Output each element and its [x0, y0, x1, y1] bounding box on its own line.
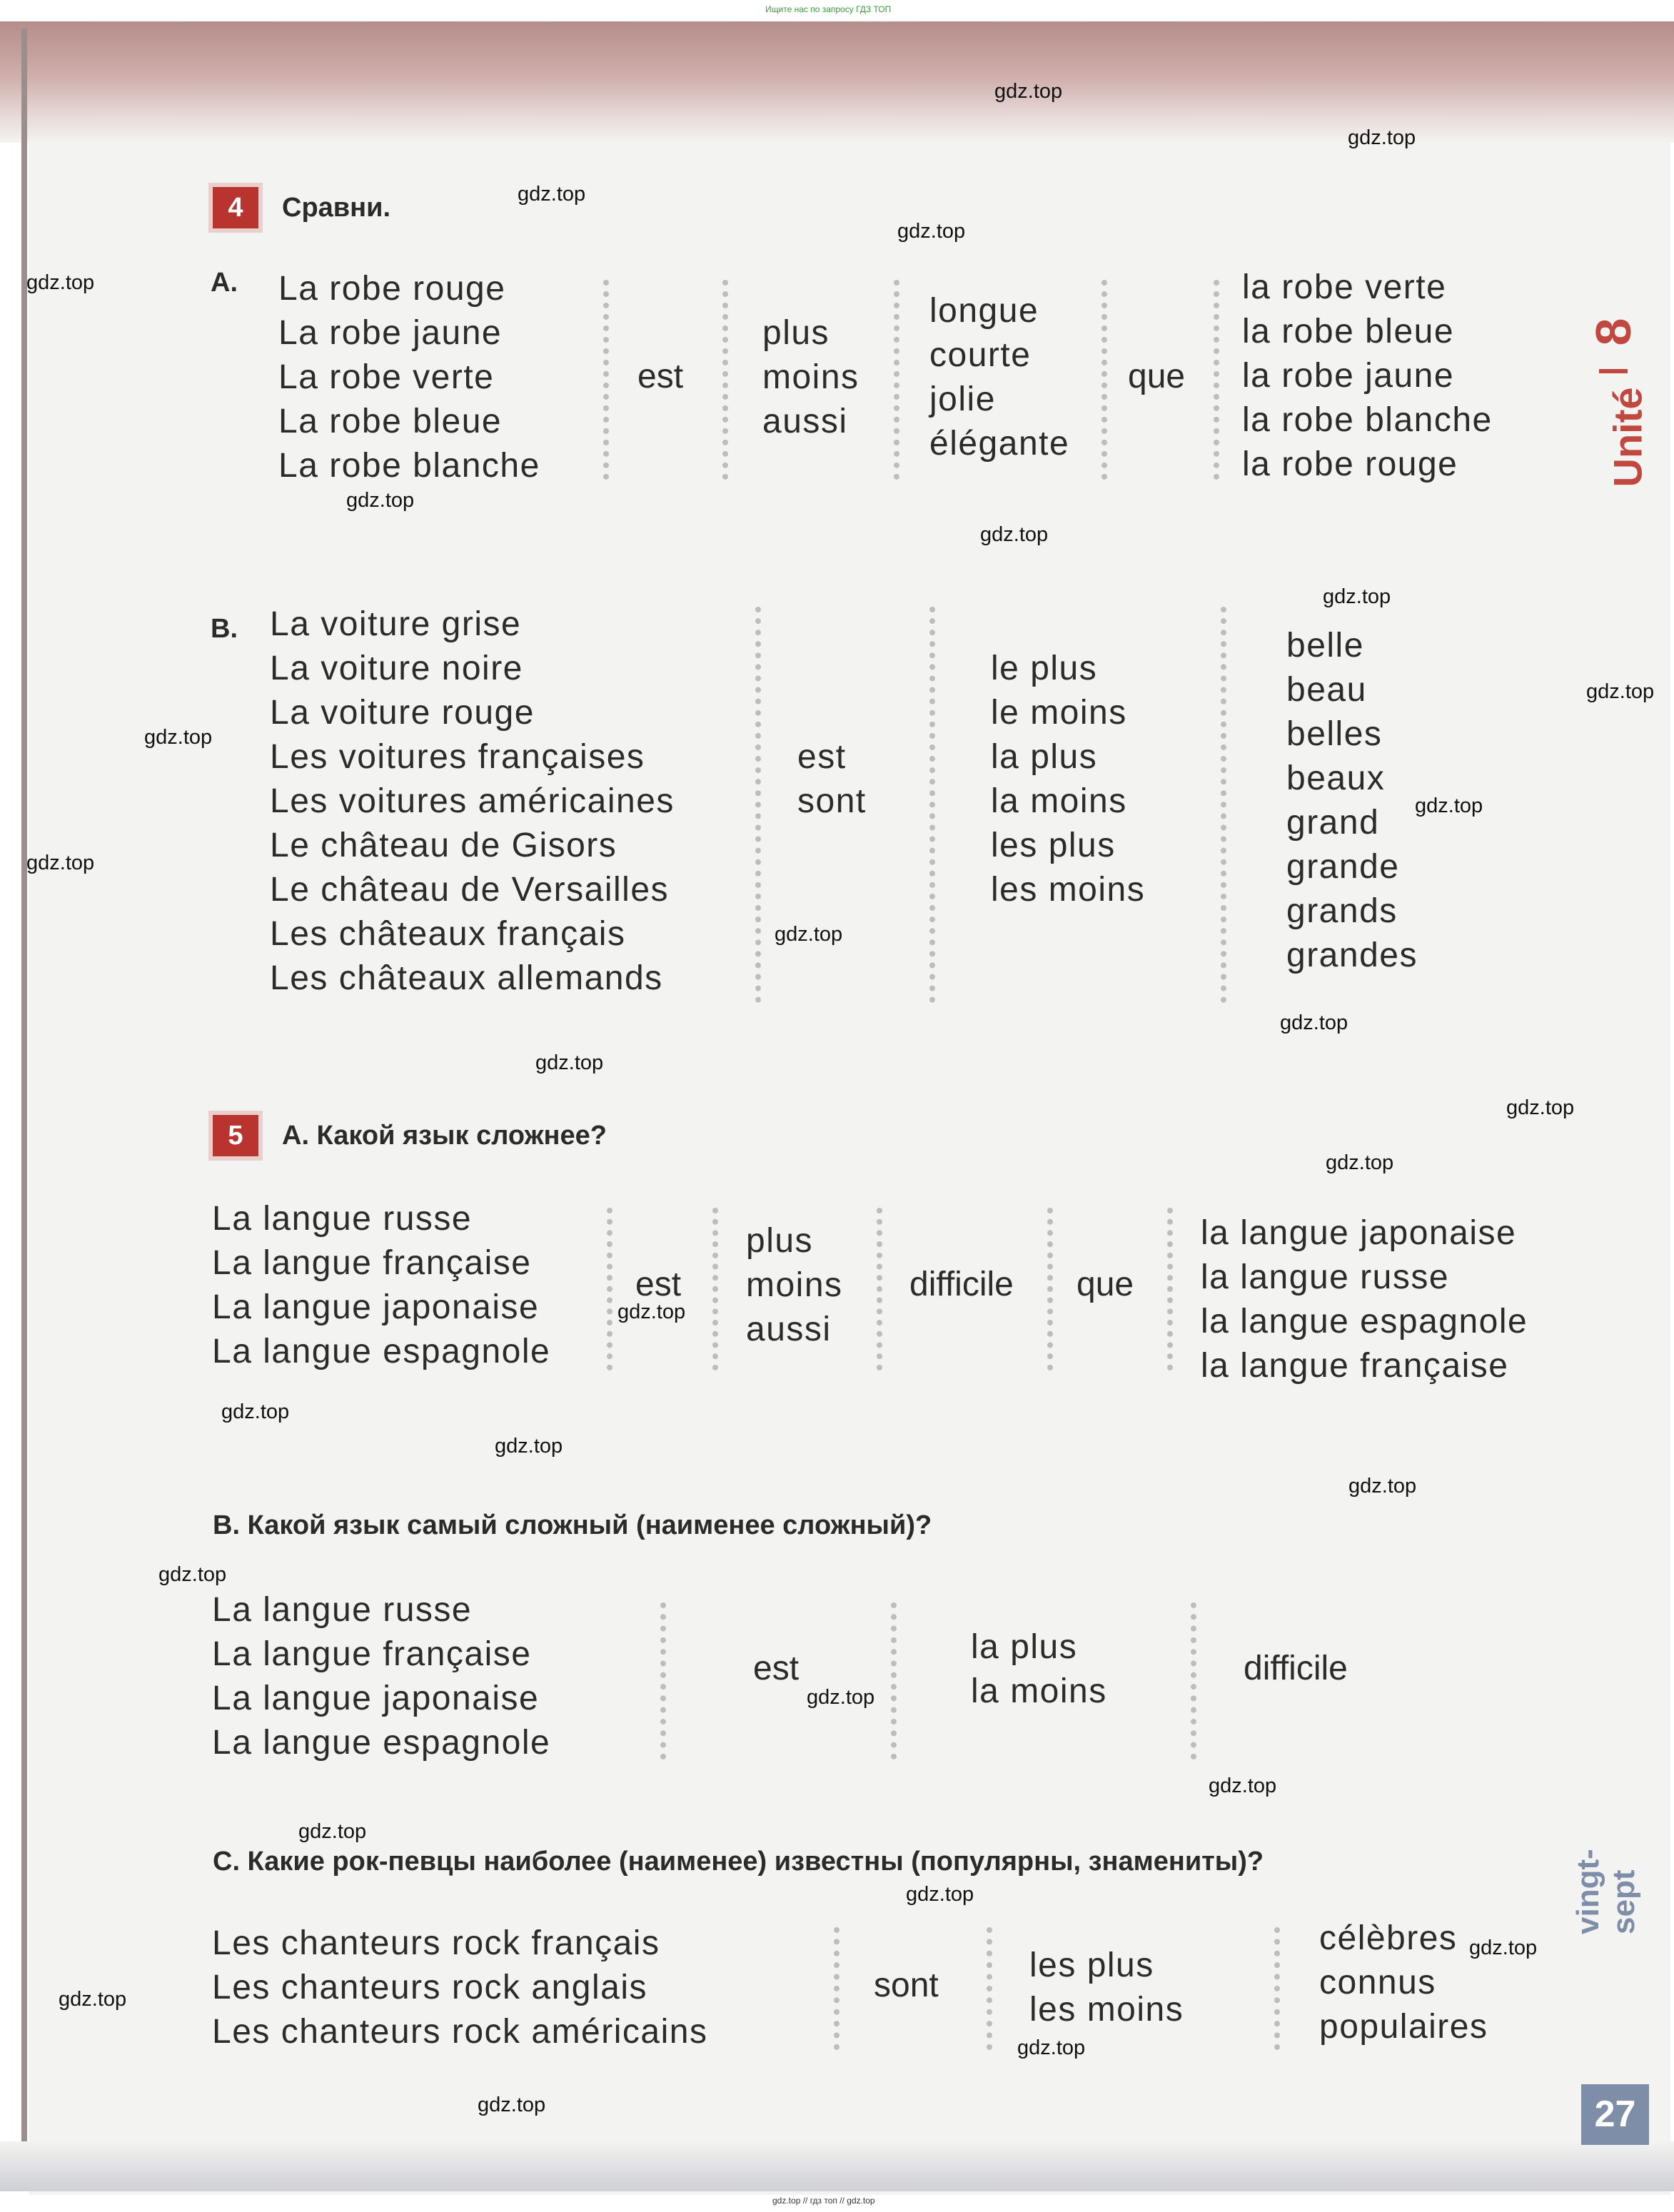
- watermark: gdz.top: [617, 1301, 686, 1323]
- watermark: gdz.top: [1469, 1936, 1538, 1959]
- list-item: La robe bleue: [278, 403, 503, 440]
- section-5a-adjective: difficile: [909, 1266, 1014, 1303]
- list-item: jolie: [929, 380, 996, 418]
- column-divider: [603, 280, 609, 480]
- section-5b-verb: est: [753, 1650, 800, 1687]
- section-4a-que: que: [1128, 358, 1186, 395]
- section-5b-subjects: [212, 1588, 550, 1765]
- list-item: Les chanteurs rock français: [212, 1924, 660, 1962]
- list-item: la langue japonaise: [1201, 1214, 1517, 1252]
- list-item: la moins: [991, 782, 1127, 820]
- list-item: La robe jaune: [278, 314, 503, 352]
- list-item: Les chanteurs rock américains: [212, 2013, 708, 2051]
- list-item: La langue espagnole: [212, 1333, 551, 1370]
- watermark: gdz.top: [495, 1435, 563, 1458]
- column-divider: [891, 1602, 897, 1759]
- watermark: gdz.top: [897, 220, 966, 243]
- list-item: moins: [762, 358, 859, 396]
- column-divider: [722, 280, 728, 480]
- list-item: le moins: [991, 694, 1127, 732]
- list-item: La voiture grise: [270, 605, 522, 643]
- list-item: Le château de Gisors: [270, 827, 617, 864]
- list-item: La voiture rouge: [270, 694, 535, 732]
- watermark: gdz.top: [1586, 680, 1655, 703]
- list-item: plus: [746, 1222, 814, 1260]
- list-item: La robe rouge: [278, 270, 506, 308]
- section-5a-que: que: [1076, 1266, 1134, 1303]
- column-divider: [1274, 1927, 1280, 2050]
- list-item: la langue espagnole: [1201, 1303, 1528, 1340]
- list-item: la plus: [991, 738, 1098, 776]
- exercise-4-badge: 4: [213, 187, 258, 228]
- section-5a-verb: est: [635, 1266, 682, 1303]
- list-item: grands: [1286, 892, 1398, 930]
- section-4b-degrees: [991, 647, 1145, 912]
- watermark: gdz.top: [980, 523, 1049, 546]
- page-binding-edge: [21, 29, 27, 2184]
- list-item: La langue française: [212, 1635, 532, 1673]
- top-search-note: Ищите нас по запросу ГДЗ ТОП: [765, 4, 892, 14]
- watermark: gdz.top: [59, 1988, 127, 2011]
- page-number-word: vingt-sept: [1570, 1849, 1641, 1934]
- section-4b-adjectives: [1286, 624, 1418, 978]
- list-item: Les voitures américaines: [270, 782, 675, 820]
- list-item: Le château de Versailles: [270, 871, 670, 909]
- section-5b-degrees: [971, 1625, 1107, 1714]
- watermark: gdz.top: [1209, 1774, 1277, 1797]
- column-divider: [1214, 280, 1219, 480]
- unit-marker: [1585, 303, 1650, 510]
- list-item: la robe verte: [1242, 268, 1447, 306]
- list-item: aussi: [762, 403, 848, 440]
- list-item: belle: [1286, 627, 1364, 665]
- list-item: La robe verte: [278, 358, 495, 396]
- watermark: gdz.top: [994, 80, 1063, 103]
- list-item: les plus: [991, 827, 1116, 864]
- list-item: la plus: [971, 1628, 1078, 1666]
- watermark: gdz.top: [1017, 2036, 1086, 2059]
- column-divider: [1221, 607, 1226, 1003]
- list-item: beau: [1286, 671, 1367, 709]
- watermark: gdz.top: [807, 1686, 875, 1709]
- unit-number: 8: [1585, 318, 1641, 346]
- list-item: courte: [929, 336, 1032, 374]
- column-divider: [1047, 1208, 1053, 1370]
- section-4a-verb: est: [637, 358, 684, 395]
- watermark: gdz.top: [1348, 1475, 1417, 1498]
- watermark: gdz.top: [26, 271, 95, 294]
- list-item: est: [797, 738, 847, 776]
- watermark: gdz.top: [1506, 1096, 1575, 1119]
- list-item: les plus: [1029, 1946, 1154, 1984]
- section-4b-label: B.: [211, 614, 238, 644]
- list-item: la langue française: [1201, 1347, 1509, 1385]
- section-4a-label: A.: [211, 268, 238, 298]
- section-5a-degrees: [746, 1219, 843, 1352]
- column-divider: [877, 1208, 882, 1370]
- column-divider: [607, 1208, 612, 1370]
- section-4b-subjects: [270, 602, 675, 1001]
- column-divider: [755, 607, 761, 1003]
- column-divider: [834, 1927, 839, 2050]
- watermark: gdz.top: [906, 1883, 974, 1906]
- list-item: La robe blanche: [278, 447, 540, 485]
- list-item: belles: [1286, 715, 1383, 753]
- list-item: grandes: [1286, 936, 1418, 974]
- list-item: populaires: [1319, 2008, 1488, 2046]
- column-divider: [660, 1602, 666, 1759]
- list-item: grand: [1286, 804, 1380, 842]
- list-item: célèbres: [1319, 1919, 1458, 1957]
- list-item: longue: [929, 292, 1039, 330]
- section-4b-verbs: [797, 735, 867, 824]
- list-item: la langue russe: [1201, 1258, 1450, 1296]
- list-item: La langue française: [212, 1244, 532, 1282]
- exercise-5-badge: 5: [213, 1115, 258, 1156]
- section-5b-adjective: difficile: [1244, 1650, 1348, 1687]
- column-divider: [894, 280, 899, 480]
- watermark: gdz.top: [346, 489, 415, 512]
- section-5a-subjects: [212, 1197, 550, 1374]
- list-item: Les chanteurs rock anglais: [212, 1969, 647, 2006]
- watermark: gdz.top: [1280, 1011, 1348, 1034]
- watermark: gdz.top: [26, 852, 95, 874]
- watermark: gdz.top: [478, 2094, 546, 2116]
- watermark: gdz.top: [144, 726, 213, 749]
- unit-divider: [1599, 369, 1628, 373]
- list-item: Les voitures françaises: [270, 738, 645, 776]
- column-divider: [929, 607, 935, 1003]
- section-4a-subjects: [278, 267, 540, 488]
- exercise-4-title: Сравни.: [282, 193, 391, 223]
- list-item: la robe jaune: [1242, 357, 1455, 395]
- list-item: les moins: [991, 871, 1146, 909]
- watermark: gdz.top: [535, 1051, 604, 1074]
- list-item: la robe bleue: [1242, 313, 1455, 350]
- list-item: La langue japonaise: [212, 1288, 540, 1326]
- column-divider: [987, 1927, 992, 2050]
- watermark: gdz.top: [221, 1400, 290, 1423]
- watermark: gdz.top: [298, 1820, 367, 1843]
- list-item: la robe rouge: [1242, 445, 1458, 483]
- watermark: gdz.top: [1323, 585, 1391, 608]
- watermark: gdz.top: [775, 923, 843, 946]
- section-4a-objects: [1242, 266, 1493, 487]
- list-item: moins: [746, 1266, 843, 1304]
- watermark: gdz.top: [518, 183, 586, 206]
- list-item: Les châteaux français: [270, 915, 626, 953]
- list-item: grande: [1286, 848, 1400, 886]
- watermark: gdz.top: [1348, 126, 1416, 149]
- unit-label: Unité: [1605, 387, 1650, 488]
- list-item: le plus: [991, 650, 1098, 687]
- column-divider: [712, 1208, 718, 1370]
- list-item: aussi: [746, 1310, 832, 1348]
- column-divider: [1101, 280, 1107, 480]
- list-item: La langue russe: [212, 1200, 473, 1238]
- list-item: la moins: [971, 1672, 1107, 1710]
- list-item: La langue espagnole: [212, 1724, 551, 1762]
- section-5c-title: C. Какие рок-певцы наиболее (наименее) известны (популярны, знамениты)?: [213, 1847, 1264, 1877]
- list-item: les moins: [1029, 1991, 1184, 2029]
- top-decorative-band: [0, 21, 1674, 143]
- list-item: La voiture noire: [270, 650, 523, 687]
- list-item: sont: [797, 782, 867, 820]
- column-divider: [1191, 1602, 1196, 1759]
- section-5b-title: B. Какой язык самый сложный (наименее сложный)?: [213, 1510, 932, 1540]
- section-5c-degrees: [1029, 1944, 1184, 2032]
- list-item: connus: [1319, 1964, 1436, 2001]
- list-item: La langue japonaise: [212, 1680, 540, 1717]
- section-4a-degrees: [762, 311, 859, 444]
- watermark: gdz.top: [158, 1563, 227, 1586]
- column-divider: [1167, 1208, 1173, 1370]
- section-5c-verb: sont: [874, 1966, 939, 2004]
- list-item: beaux: [1286, 759, 1386, 797]
- list-item: élégante: [929, 425, 1070, 463]
- section-4a-adjectives: [929, 289, 1069, 466]
- watermark: gdz.top: [1326, 1151, 1394, 1174]
- list-item: La langue russe: [212, 1591, 473, 1629]
- section-5c-subjects: [212, 1921, 707, 2054]
- bottom-shadow-band: [0, 2141, 1674, 2191]
- section-5a-objects: [1201, 1211, 1528, 1388]
- list-item: la robe blanche: [1242, 401, 1493, 439]
- section-5c-adjectives: [1319, 1916, 1488, 2049]
- bottom-footer-note: gdz.top // гдз топ // gdz.top: [772, 2196, 875, 2206]
- list-item: Les châteaux allemands: [270, 959, 663, 997]
- watermark: gdz.top: [1415, 794, 1483, 817]
- section-5a-title: A. Какой язык сложнее?: [282, 1121, 607, 1151]
- page-number: 27: [1581, 2084, 1649, 2145]
- list-item: plus: [762, 314, 830, 352]
